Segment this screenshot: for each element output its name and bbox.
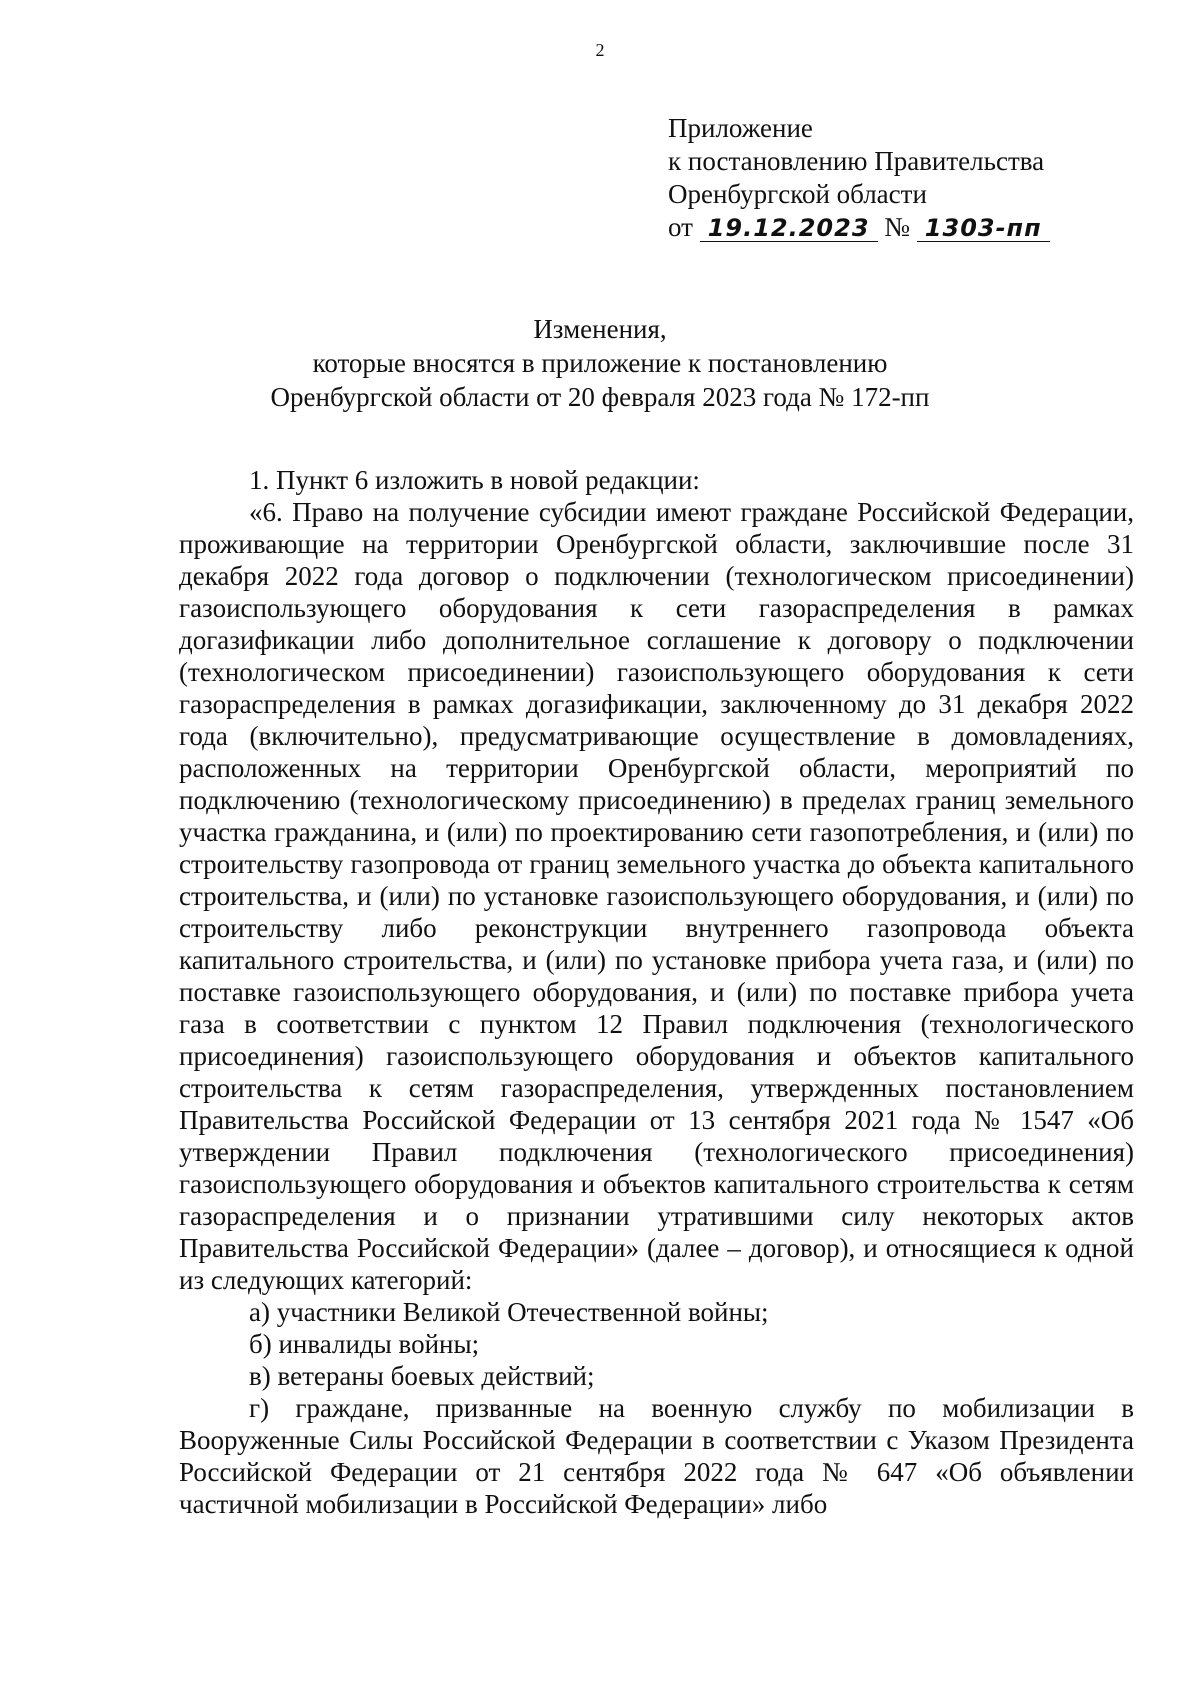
handwritten-date: 19.12.2023: [700, 215, 878, 242]
paragraph-category-v: в) ветераны боевых действий;: [249, 1361, 595, 1391]
title-line-1: Изменения,: [533, 314, 667, 344]
approval-title: Приложение: [668, 113, 813, 143]
paragraph-category-g: г) граждане, призванные на военную службу по мобилизации в Вооруженные Силы Российской Федерации в соответствии с Указом Президента Российской Федерации от 21 сентября 2022 года № 647 «Об объявлении частичной мобилизации в Российской Федерации» либо: [179, 1393, 1134, 1519]
approval-date-line: [668, 211, 1050, 244]
title-line-3: Оренбургской области от 20 февраля 2023 года № 172-пп: [270, 382, 930, 412]
approval-block: [668, 112, 1050, 244]
approval-line-region: Оренбургской области: [668, 179, 927, 209]
document-title: [0, 312, 1200, 414]
document-body: [179, 464, 1134, 1520]
paragraph-item-1: 1. Пункт 6 изложить в новой редакции:: [249, 465, 700, 495]
handwritten-number: 1303-пп: [917, 215, 1050, 242]
date-prefix: от: [668, 212, 693, 242]
approval-line-decree: к постановлению Правительства: [668, 146, 1045, 176]
paragraph-category-b: б) инвалиды войны;: [249, 1329, 480, 1359]
page-number: 2: [595, 40, 605, 60]
number-prefix: №: [884, 212, 911, 242]
paragraph-point-6: «6. Право на получение субсидии имеют граждане Российской Федерации, проживающие на территории Оренбургской области, заключившие после 31 декабря 2022 года договор о подключении (технологическом присоединении) газоиспользующего оборудования к сети газораспределения в рамках догазификации либо дополнительное соглашение к договору о подключении (технологическом присоединении) газоиспользующего оборудования к сети газораспределения в рамках догазификации, заключенному до 31 декабря 2022 года (включительно), предусматривающие осуществление в домовладениях, расположенных на территории Оренбургской области, мероприятий по подключению (технологическому присоединению) в пределах границ земельного участка гражданина, и (или) по проектированию сети газопотребления, и (или) по строительству газопровода от границ земельного участка до объекта капитального строительства, и (или) по установке газоиспользующего оборудования, и (или) по строительству либо реконструкции внутреннего газопровода объекта капитального строительства, и (или) по установке прибора учета газа, и (или) по поставке газоиспользующего оборудования, и (или) по поставке прибора учета газа в соответствии с пунктом 12 Правил подключения (технологического присоединения) газоиспользующего оборудования и объектов капитального строительства к сетям газораспределения, утвержденных постановлением Правительства Российской Федерации от 13 сентября 2021 года № 1547 «Об утверждении Правил подключения (технологического присоединения) газоиспользующего оборудования и объектов капитального строительства к сетям газораспределения и о признании утратившими силу некоторых актов Правительства Российской Федерации» (далее – договор), и относящиеся к одной из следующих категорий:: [179, 497, 1134, 1295]
paragraph-category-a: а) участники Великой Отечественной войны;: [249, 1297, 769, 1327]
title-line-2: которые вносятся в приложение к постановлению: [312, 348, 888, 378]
